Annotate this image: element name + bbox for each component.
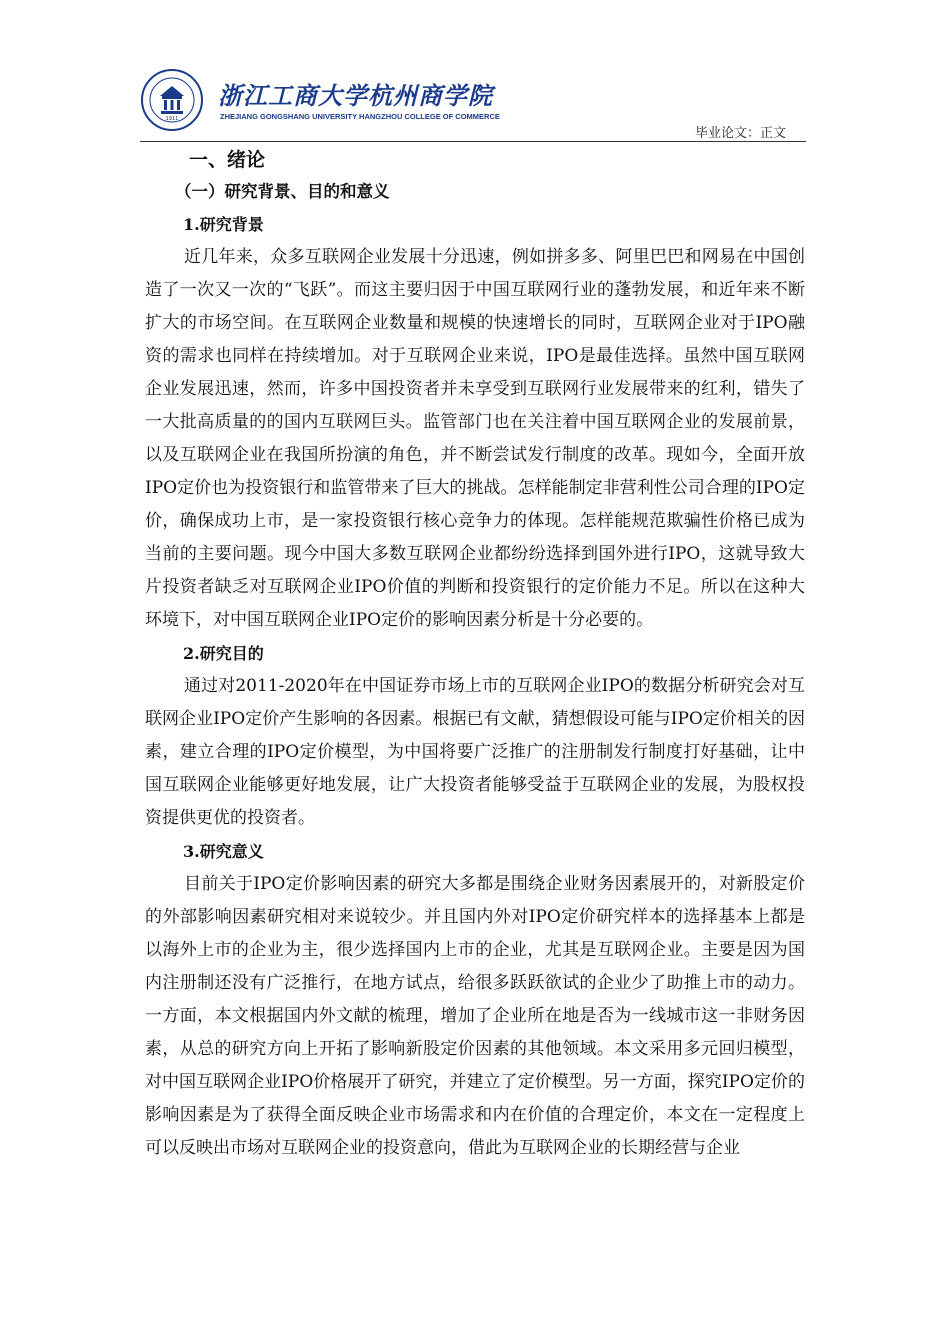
header-divider	[140, 141, 806, 142]
school-name-cn: 浙江工商大学杭州商学院	[218, 82, 493, 110]
school-name-en: ZHEJIANG GONGSHANG UNIVERSITY HANGZHOU COLLEGE OF COMMERCE	[220, 112, 500, 121]
purpose-heading: 2.研究目的	[183, 644, 264, 663]
background-heading: 1.研究背景	[183, 215, 264, 234]
page-header	[140, 66, 806, 144]
purpose-paragraph: 通过对2011-2020年在中国证券市场上市的互联网企业IPO的数据分析研究会对互联网企业IPO定价产生影响的各因素。根据已有文献，猜想假设可能与IPO定价相关的因素，建立合理的IPO定价模型，为中国将要广泛推广的注册制发行制度打好基础，让中国互联网企业能够更好地发展，让广大投资者能够受益于互联网企业的发展，为股权投资提供更优的投资者。	[145, 676, 805, 828]
significance-paragraph: 目前关于IPO定价影响因素的研究大多都是围绕企业财务因素展开的，对新股定价的外部影响因素研究相对来说较少。并且国内外对IPO定价研究样本的选择基本上都是以海外上市的企业为主，很少选择国内上市的企业，尤其是互联网企业。主要是因为国内注册制还没有广泛推行，在地方试点，给很多跃跃欲试的企业少了助推上市的动力。一方面，本文根据国内外文献的梳理，增加了企业所在地是否为一线城市这一非财务因素，从总的研究方向上开拓了影响新股定价因素的其他领域。本文采用多元回归模型，对中国互联网企业IPO价格展开了研究，并建立了定价模型。另一方面，探究IPO定价的影响因素是为了获得全面反映企业市场需求和内在价值的合理定价，本文在一定程度上可以反映出市场对互联网企业的投资意向，借此为互联网企业的长期经营与企业	[145, 874, 805, 1158]
chapter-heading: 一、绪论	[189, 149, 266, 171]
background-paragraph: 近几年来，众多互联网企业发展十分迅速，例如拼多多、阿里巴巴和网易在中国创造了一次又一次的“飞跃”。而这主要归因于中国互联网行业的蓬勃发展，和近年来不断扩大的市场空间。在互联网企业数量和规模的快速增长的同时，互联网企业对于IPO融资的需求也同样在持续增加。对于互联网企业来说，IPO是最佳选择。虽然中国互联网企业发展迅速，然而，许多中国投资者并未享受到互联网行业发展带来的红利，错失了一大批高质量的的国内互联网巨头。监管部门也在关注着中国互联网企业的发展前景，以及互联网企业在我国所扮演的角色，并不断尝试发行制度的改革。现如今，全面开放IPO定价也为投资银行和监管带来了巨大的挑战。怎样能制定非营利性公司合理的IPO定价，确保成功上市，是一家投资银行核心竞争力的体现。怎样能规范欺骗性价格已成为当前的主要问题。现今中国大多数互联网企业都纷纷选择到国外进行IPO，这就导致大片投资者缺乏对互联网企业IPO价值的判断和投资银行的定价能力不足。所以在这种大环境下，对中国互联网企业IPO定价的影响因素分析是十分必要的。	[145, 247, 805, 630]
section-heading: （一）研究背景、目的和意义	[175, 182, 390, 201]
svg-text:1911: 1911	[165, 116, 179, 122]
document-body	[145, 145, 805, 1165]
significance-heading: 3.研究意义	[183, 842, 264, 861]
document-label: 毕业论文：正文	[694, 126, 786, 141]
university-seal-icon	[140, 68, 204, 132]
